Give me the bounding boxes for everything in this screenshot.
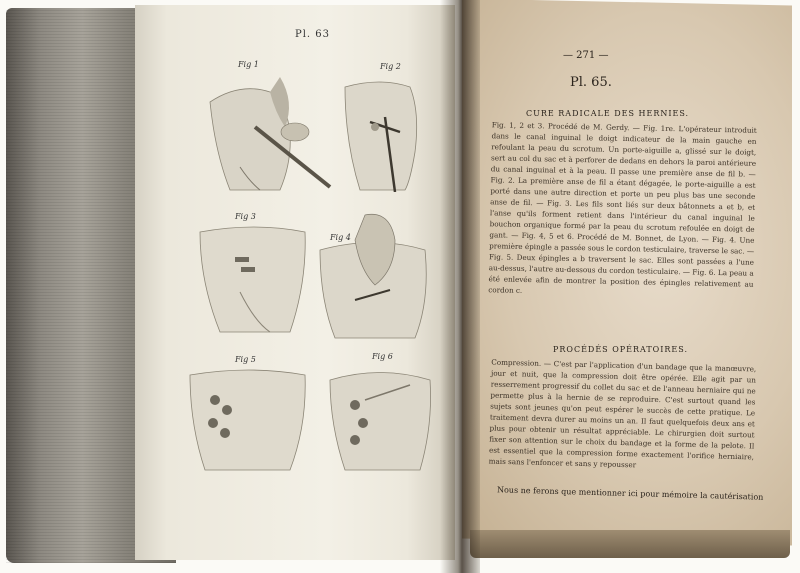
last-line: Nous ne ferons que mentionner ici pour mémoire la cautérisation xyxy=(496,485,764,502)
paragraph-figures: Fig. 1, 2 et 3. Procédé de M. Gerdy. — Fig. 1re. L'opérateur introduit dans le canal inguinal le doigt indicateur de la main gauche en refoulant la peau du scrotum. Un porte-aiguille a, glissé sur le doigt, sert au col du sac et à perforer de dedans en dehors la paroi antérieure du canal inguinal et à la peau. Il passe une première anse de fil b. — Fig. 2. La première anse de fil a étant dégagée, le porte-aiguille a est porté dans une autre direction et porte un peu plus bas une seconde anse de fil. — Fig. 3. Les fils sont liés sur deux bâtonnets a et b, et l'anse qu'ils forment retient dans l'intérieur du canal inguinal le bouchon organique formé par la peau du scrotum refoulée en doigt de gant. — Fig. 4, 5 et 6. Procédé de M. Bonnet, de Lyon. — Fig. 4. Une première épingle a passée sous le cordon testiculaire, traverse le sac. — Fig. 5. Deux épingles a b traversent le sac. Elles sont passées a l'une au-dessus, l'autre au-dessous du cordon testiculaire. — Fig. 6. La peau a été enlevée afin de montrer la position des épingles relativement au cordon c. xyxy=(488,120,757,295)
paragraph-compression: Compression. — C'est par l'application d'un bandage que la manœuvre, jour et nuit, que la compression doit être opérée. Elle agit par un resserrement progressif du collet du sac et de l'anneau herniaire qui ne permette plus à la hernie de se reproduire. C'est surtout quand les sujets sont jeunes qu'on peut espérer le succès de cette pratique. Le traitement devra durer au moins un an. Il faut quelquefois deux ans et plus pour obtenir un résultat appréciable. Le chirurgien doit surtout fixer son attention sur le choix du bandage et la forme de la pelote. Il est essentiel que la compression forme exactement l'orifice herniaire, mais sans l'enfoncer et sans y repousser xyxy=(488,357,757,470)
book-gutter xyxy=(440,0,480,573)
figure-1-illustration xyxy=(200,72,340,192)
figure-4-illustration xyxy=(315,210,440,340)
fig-label-4: Fig 4 xyxy=(330,233,351,242)
figure-5-illustration xyxy=(185,365,315,475)
figure-6-illustration xyxy=(325,365,440,475)
section-title: CURE RADICALE DES HERNIES. xyxy=(526,109,690,118)
fig-label-2: Fig 2 xyxy=(380,62,401,71)
plate-label: Pl. 63 xyxy=(295,29,331,40)
fig-label-6: Fig 6 xyxy=(372,352,393,361)
figure-2-illustration xyxy=(340,72,440,192)
section-title-procedures: PROCÉDÉS OPÉRATOIRES. xyxy=(553,345,689,354)
fig-label-5: Fig 5 xyxy=(235,355,256,364)
plate-title: Pl. 65. xyxy=(570,75,612,90)
page-number: — 271 — xyxy=(563,50,609,61)
fig-label-3: Fig 3 xyxy=(235,212,256,221)
figure-3-illustration xyxy=(195,222,315,337)
right-page-edge xyxy=(470,530,790,558)
fig-label-1: Fig 1 xyxy=(238,60,259,69)
